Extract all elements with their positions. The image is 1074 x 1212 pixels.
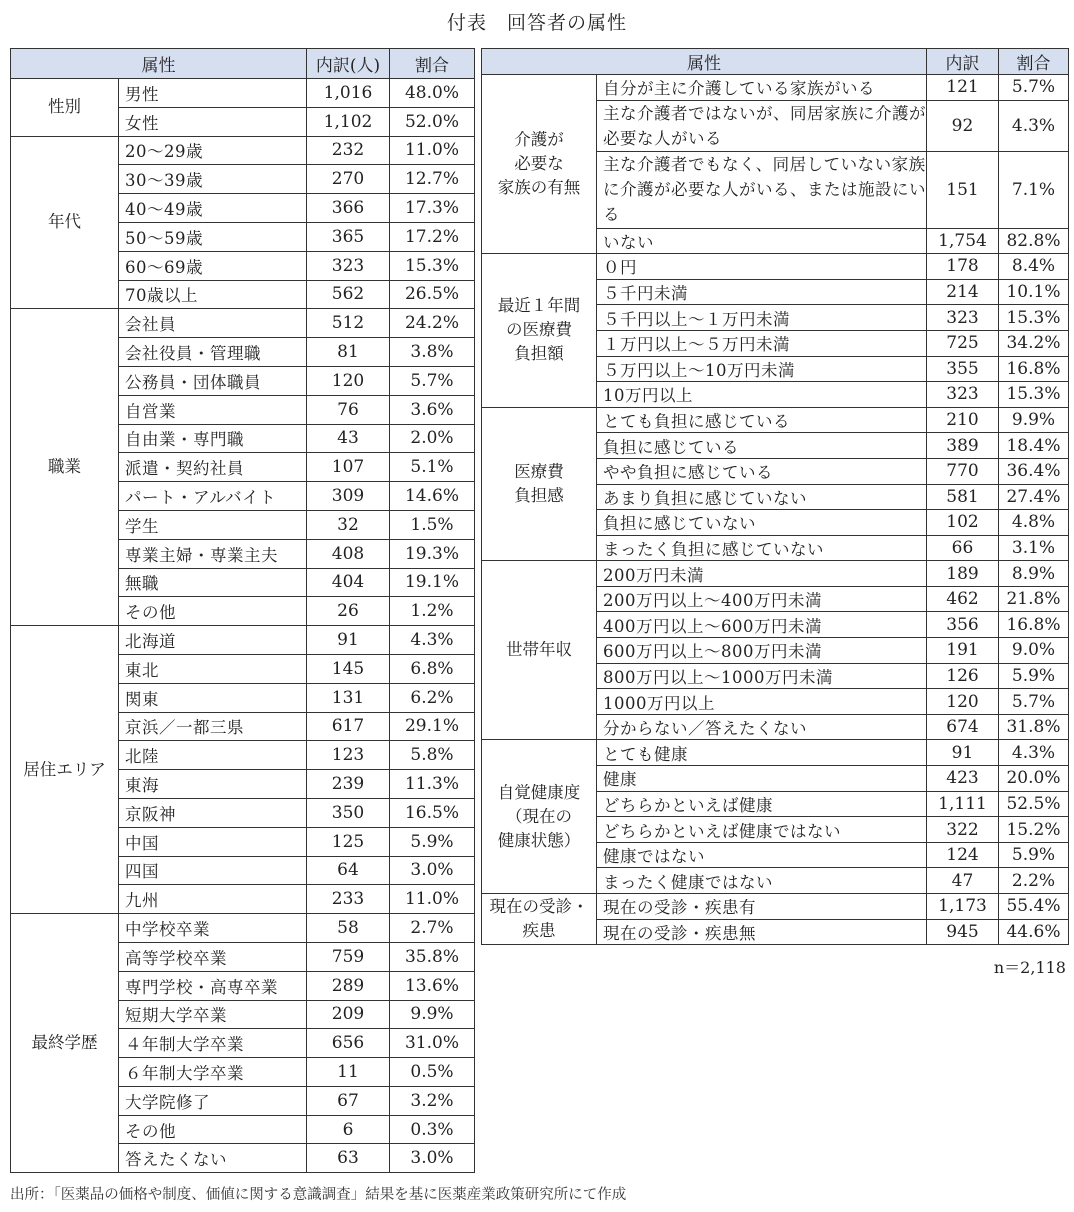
item-label: 九州 [119, 885, 307, 914]
item-label: ５万円以上～10万円未満 [597, 356, 927, 382]
percent-cell: 48.0% [390, 79, 475, 108]
item-label: あまり負担に感じていない [597, 484, 927, 510]
count-cell: 389 [927, 433, 999, 459]
item-label: 50～59歳 [119, 222, 307, 251]
item-label: 200万円以上～400万円未満 [597, 586, 927, 612]
item-label: ４年制大学卒業 [119, 1029, 307, 1058]
item-label: パート・アルバイト [119, 482, 307, 511]
percent-cell: 9.0% [999, 638, 1069, 664]
table-row [11, 79, 475, 108]
item-label: 中国 [119, 827, 307, 856]
item-label: 健康ではない [597, 842, 927, 868]
item-label: 北海道 [119, 626, 307, 655]
percent-cell: 17.3% [390, 194, 475, 223]
percent-cell: 14.6% [390, 482, 475, 511]
item-label: 専門学校・高専卒業 [119, 971, 307, 1000]
group-label: 現在の受診・ 疾患 [482, 894, 597, 945]
count-cell: 123 [307, 741, 390, 770]
item-label: 主な介護者ではないが、同居家族に介護が必要な人がいる [597, 100, 927, 151]
item-label: １万円以上～５万円未満 [597, 330, 927, 356]
count-cell: 81 [307, 338, 390, 367]
item-label: ５千円以上～１万円未満 [597, 305, 927, 331]
percent-cell: 31.8% [999, 714, 1069, 740]
percent-cell: 27.4% [999, 484, 1069, 510]
percent-cell: 2.7% [390, 914, 475, 943]
group-label: 介護が 必要な 家族の有無 [482, 75, 597, 254]
count-cell: 1,111 [927, 791, 999, 817]
percent-cell: 2.2% [999, 868, 1069, 894]
count-cell: 58 [307, 914, 390, 943]
item-label: 40～49歳 [119, 194, 307, 223]
item-label: 北陸 [119, 741, 307, 770]
header-percent: 割合 [999, 49, 1069, 75]
percent-cell: 11.3% [390, 770, 475, 799]
item-label: ６年制大学卒業 [119, 1058, 307, 1087]
count-cell: 63 [307, 1144, 390, 1173]
count-cell: 404 [307, 568, 390, 597]
item-label: 無職 [119, 568, 307, 597]
item-label: 800万円以上～1000万円未満 [597, 663, 927, 689]
item-label: 女性 [119, 107, 307, 136]
item-label: ０円 [597, 254, 927, 280]
percent-cell: 9.9% [999, 407, 1069, 433]
count-cell: 1,754 [927, 228, 999, 254]
item-label: 自分が主に介護している家族がいる [597, 75, 927, 101]
item-label: 中学校卒業 [119, 914, 307, 943]
item-label: 学生 [119, 510, 307, 539]
table-row [482, 254, 1069, 280]
count-cell: 91 [927, 740, 999, 766]
count-cell: 11 [307, 1058, 390, 1087]
percent-cell: 12.7% [390, 165, 475, 194]
count-cell: 1,016 [307, 79, 390, 108]
percent-cell: 11.0% [390, 136, 475, 165]
item-label: その他 [119, 1115, 307, 1144]
percent-cell: 4.8% [999, 510, 1069, 536]
item-label: 30～39歳 [119, 165, 307, 194]
percent-cell: 52.0% [390, 107, 475, 136]
count-cell: 189 [927, 561, 999, 587]
header-count: 内訳(人) [307, 49, 390, 79]
count-cell: 617 [307, 712, 390, 741]
count-cell: 289 [307, 971, 390, 1000]
count-cell: 322 [927, 817, 999, 843]
percent-cell: 8.4% [999, 254, 1069, 280]
item-label: 60～69歳 [119, 251, 307, 280]
item-label: 1000万円以上 [597, 689, 927, 715]
count-cell: 725 [927, 330, 999, 356]
table-row [11, 309, 475, 338]
percent-cell: 4.3% [999, 740, 1069, 766]
item-label: 現在の受診・疾患無 [597, 919, 927, 945]
item-label: 現在の受診・疾患有 [597, 894, 927, 920]
percent-cell: 5.8% [390, 741, 475, 770]
count-cell: 356 [927, 612, 999, 638]
count-cell: 145 [307, 654, 390, 683]
percent-cell: 55.4% [999, 894, 1069, 920]
group-label: 自覚健康度 （現在の 健康状態） [482, 740, 597, 894]
count-cell: 214 [927, 279, 999, 305]
table-body [482, 75, 1069, 945]
item-label: 70歳以上 [119, 280, 307, 309]
item-label: 関東 [119, 683, 307, 712]
percent-cell: 31.0% [390, 1029, 475, 1058]
percent-cell: 3.0% [390, 856, 475, 885]
count-cell: 323 [927, 382, 999, 408]
percent-cell: 5.7% [999, 75, 1069, 101]
count-cell: 512 [307, 309, 390, 338]
count-cell: 309 [307, 482, 390, 511]
item-label: 専業主婦・専業主夫 [119, 539, 307, 568]
percent-cell: 15.3% [999, 305, 1069, 331]
count-cell: 151 [927, 151, 999, 228]
item-label: 200万円未満 [597, 561, 927, 587]
count-cell: 581 [927, 484, 999, 510]
percent-cell: 17.2% [390, 222, 475, 251]
count-cell: 102 [927, 510, 999, 536]
item-label: 大学院修了 [119, 1086, 307, 1115]
percent-cell: 4.3% [390, 626, 475, 655]
percent-cell: 7.1% [999, 151, 1069, 228]
count-cell: 124 [927, 842, 999, 868]
table-row [11, 914, 475, 943]
percent-cell: 3.2% [390, 1086, 475, 1115]
percent-cell: 24.2% [390, 309, 475, 338]
table-row [11, 626, 475, 655]
count-cell: 121 [927, 75, 999, 101]
count-cell: 67 [307, 1086, 390, 1115]
percent-cell: 15.3% [999, 382, 1069, 408]
percent-cell: 34.2% [999, 330, 1069, 356]
item-label: 四国 [119, 856, 307, 885]
group-label: 性別 [11, 79, 119, 137]
item-label: 負担に感じている [597, 433, 927, 459]
percent-cell: 19.3% [390, 539, 475, 568]
item-label: 健康 [597, 766, 927, 792]
count-cell: 350 [307, 798, 390, 827]
percent-cell: 0.3% [390, 1115, 475, 1144]
percent-cell: 44.6% [999, 919, 1069, 945]
percent-cell: 15.3% [390, 251, 475, 280]
source-note: 出所：「医薬品の価格や制度、価値に関する意識調査」結果を基に医薬産業政策研究所にて作成 [10, 1187, 627, 1203]
count-cell: 239 [307, 770, 390, 799]
item-label: 京浜／一都三県 [119, 712, 307, 741]
count-cell: 107 [307, 453, 390, 482]
percent-cell: 35.8% [390, 942, 475, 971]
count-cell: 131 [307, 683, 390, 712]
count-cell: 126 [927, 663, 999, 689]
count-cell: 191 [927, 638, 999, 664]
count-cell: 120 [927, 689, 999, 715]
header-attribute: 属性 [11, 49, 307, 79]
percent-cell: 10.1% [999, 279, 1069, 305]
item-label: 東海 [119, 770, 307, 799]
count-cell: 43 [307, 424, 390, 453]
count-cell: 323 [927, 305, 999, 331]
count-cell: 32 [307, 510, 390, 539]
item-label: まったく健康ではない [597, 868, 927, 894]
group-label: 居住エリア [11, 626, 119, 914]
respondent-attributes-table-right [481, 48, 1069, 945]
item-label: 会社員 [119, 309, 307, 338]
item-label: 主な介護者でもなく、同居していない家族に介護が必要な人がいる、または施設にいる [597, 151, 927, 228]
group-label: 最終学歴 [11, 914, 119, 1173]
percent-cell: 3.8% [390, 338, 475, 367]
percent-cell: 26.5% [390, 280, 475, 309]
item-label: 会社役員・管理職 [119, 338, 307, 367]
count-cell: 423 [927, 766, 999, 792]
count-cell: 365 [307, 222, 390, 251]
count-cell: 66 [927, 535, 999, 561]
percent-cell: 16.5% [390, 798, 475, 827]
item-label: 答えたくない [119, 1144, 307, 1173]
count-cell: 674 [927, 714, 999, 740]
percent-cell: 5.7% [999, 689, 1069, 715]
percent-cell: 5.9% [999, 842, 1069, 868]
table-row [482, 894, 1069, 920]
count-cell: 323 [307, 251, 390, 280]
percent-cell: 4.3% [999, 100, 1069, 151]
count-cell: 125 [307, 827, 390, 856]
percent-cell: 29.1% [390, 712, 475, 741]
percent-cell: 16.8% [999, 356, 1069, 382]
item-label: いない [597, 228, 927, 254]
count-cell: 759 [307, 942, 390, 971]
percent-cell: 6.2% [390, 683, 475, 712]
count-cell: 770 [927, 458, 999, 484]
item-label: 東北 [119, 654, 307, 683]
count-cell: 1,173 [927, 894, 999, 920]
percent-cell: 3.1% [999, 535, 1069, 561]
count-cell: 233 [307, 885, 390, 914]
table-header-row [482, 49, 1069, 75]
percent-cell: 36.4% [999, 458, 1069, 484]
count-cell: 76 [307, 395, 390, 424]
percent-cell: 19.1% [390, 568, 475, 597]
count-cell: 120 [307, 366, 390, 395]
percent-cell: 11.0% [390, 885, 475, 914]
percent-cell: 16.8% [999, 612, 1069, 638]
percent-cell: 6.8% [390, 654, 475, 683]
count-cell: 232 [307, 136, 390, 165]
item-label: 自営業 [119, 395, 307, 424]
table-row [482, 561, 1069, 587]
item-label: 京阪神 [119, 798, 307, 827]
percent-cell: 13.6% [390, 971, 475, 1000]
item-label: やや負担に感じている [597, 458, 927, 484]
table-row [482, 75, 1069, 101]
header-count: 内訳 [927, 49, 999, 75]
item-label: ５千円未満 [597, 279, 927, 305]
item-label: その他 [119, 597, 307, 626]
percent-cell: 3.0% [390, 1144, 475, 1173]
header-attribute: 属性 [482, 49, 927, 75]
percent-cell: 0.5% [390, 1058, 475, 1087]
respondent-attributes-table-left [10, 48, 475, 1173]
count-cell: 92 [927, 100, 999, 151]
count-cell: 945 [927, 919, 999, 945]
item-label: とても負担に感じている [597, 407, 927, 433]
count-cell: 366 [307, 194, 390, 223]
percent-cell: 5.7% [390, 366, 475, 395]
sample-size-note: n＝2,118 [993, 958, 1066, 977]
count-cell: 209 [307, 1000, 390, 1029]
header-percent: 割合 [390, 49, 475, 79]
count-cell: 91 [307, 626, 390, 655]
percent-cell: 20.0% [999, 766, 1069, 792]
item-label: 高等学校卒業 [119, 942, 307, 971]
item-label: 公務員・団体職員 [119, 366, 307, 395]
group-label: 最近１年間 の医療費 負担額 [482, 254, 597, 408]
item-label: 短期大学卒業 [119, 1000, 307, 1029]
count-cell: 462 [927, 586, 999, 612]
item-label: 負担に感じていない [597, 510, 927, 536]
percent-cell: 18.4% [999, 433, 1069, 459]
table-row [11, 136, 475, 165]
percent-cell: 3.6% [390, 395, 475, 424]
percent-cell: 1.5% [390, 510, 475, 539]
percent-cell: 8.9% [999, 561, 1069, 587]
percent-cell: 52.5% [999, 791, 1069, 817]
percent-cell: 9.9% [390, 1000, 475, 1029]
percent-cell: 5.9% [999, 663, 1069, 689]
item-label: 10万円以上 [597, 382, 927, 408]
item-label: どちらかといえば健康 [597, 791, 927, 817]
item-label: 自由業・専門職 [119, 424, 307, 453]
table-header-row [11, 49, 475, 79]
count-cell: 6 [307, 1115, 390, 1144]
count-cell: 562 [307, 280, 390, 309]
item-label: 600万円以上～800万円未満 [597, 638, 927, 664]
group-label: 年代 [11, 136, 119, 309]
count-cell: 178 [927, 254, 999, 280]
count-cell: 47 [927, 868, 999, 894]
item-label: とても健康 [597, 740, 927, 766]
item-label: 400万円以上～600万円未満 [597, 612, 927, 638]
count-cell: 355 [927, 356, 999, 382]
count-cell: 64 [307, 856, 390, 885]
count-cell: 26 [307, 597, 390, 626]
percent-cell: 5.1% [390, 453, 475, 482]
page-title: 付表 回答者の属性 [446, 12, 627, 34]
percent-cell: 1.2% [390, 597, 475, 626]
percent-cell: 82.8% [999, 228, 1069, 254]
item-label: 派遣・契約社員 [119, 453, 307, 482]
percent-cell: 21.8% [999, 586, 1069, 612]
count-cell: 408 [307, 539, 390, 568]
count-cell: 656 [307, 1029, 390, 1058]
item-label: どちらかといえば健康ではない [597, 817, 927, 843]
percent-cell: 2.0% [390, 424, 475, 453]
count-cell: 210 [927, 407, 999, 433]
group-label: 世帯年収 [482, 561, 597, 740]
percent-cell: 5.9% [390, 827, 475, 856]
item-label: 男性 [119, 79, 307, 108]
table-row [482, 740, 1069, 766]
item-label: 分からない／答えたくない [597, 714, 927, 740]
table-body [11, 79, 475, 1173]
group-label: 医療費 負担感 [482, 407, 597, 561]
percent-cell: 15.2% [999, 817, 1069, 843]
count-cell: 1,102 [307, 107, 390, 136]
table-row [482, 407, 1069, 433]
item-label: 20～29歳 [119, 136, 307, 165]
item-label: まったく負担に感じていない [597, 535, 927, 561]
count-cell: 270 [307, 165, 390, 194]
group-label: 職業 [11, 309, 119, 626]
